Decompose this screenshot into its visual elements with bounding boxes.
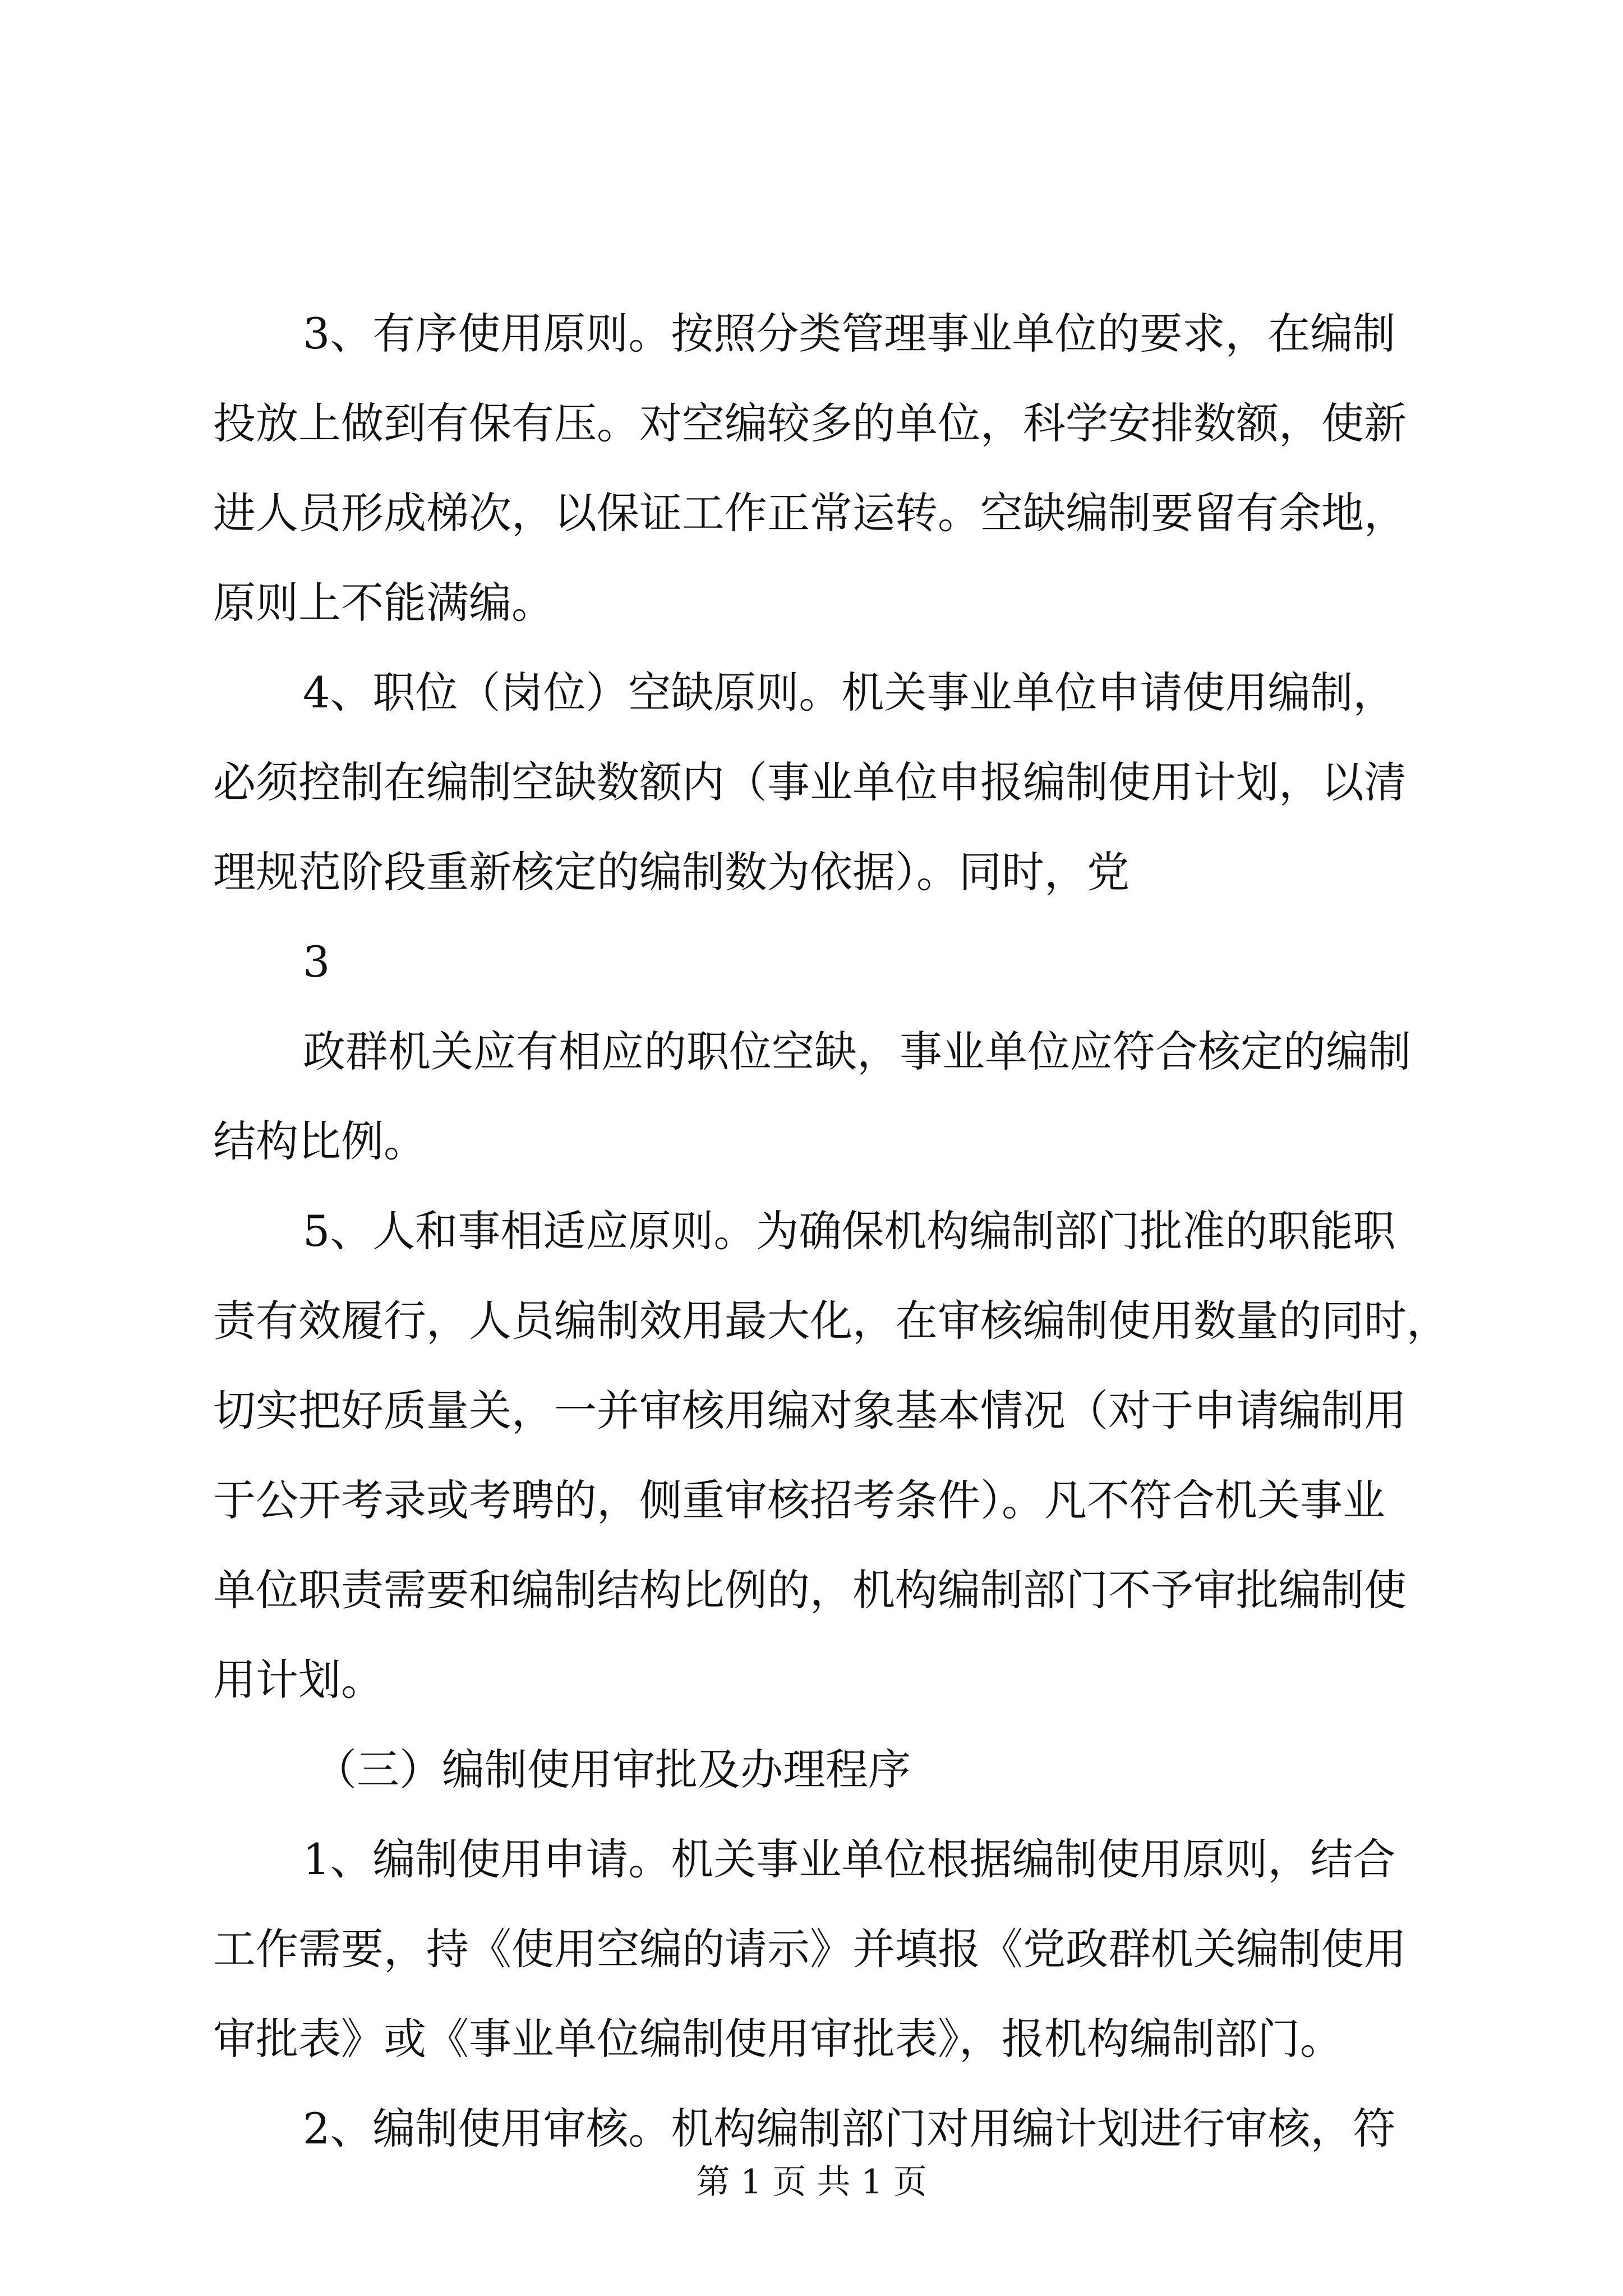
step-1-line-2: 工作需要，持《使用空编的请示》并填报《党政群机关编制使用 [213,1924,1407,1974]
paragraph-5-line-1: 5、人和事相适应原则。为确保机构编制部门批准的职能职 [303,1206,1396,1256]
paragraph-5-line-6: 用计划。 [213,1655,384,1705]
paragraph-3-line-2: 投放上做到有保有压。对空编较多的单位，科学安排数额，使新 [213,398,1407,448]
step-2-line-1: 2、编制使用审核。机构编制部门对用编计划进行审核，符 [303,2104,1396,2154]
inline-page-number: 3 [303,937,330,987]
paragraph-3-line-4: 原则上不能满编。 [213,578,554,628]
paragraph-4-line-3: 理规范阶段重新核定的编制数为依据）。同时，党 [213,847,1129,897]
paragraph-4-line-4: 政群机关应有相应的职位空缺，事业单位应符合核定的编制 [303,1027,1411,1076]
paragraph-5-line-2: 责有效履行，人员编制效用最大化，在审核编制使用数量的同时， [213,1296,1449,1346]
page-footer: 第 1 页 共 1 页 [696,2162,927,2202]
paragraph-5-line-4: 于公开考录或考聘的，侧重审核招考条件）。凡不符合机关事业 [213,1475,1385,1525]
paragraph-4-line-1: 4、职位（岗位）空缺原则。机关事业单位申请使用编制， [303,668,1396,717]
section-heading: （三）编制使用审批及办理程序 [314,1745,911,1795]
paragraph-4-line-2: 必须控制在编制空缺数额内（事业单位申报编制使用计划，以清 [213,757,1407,807]
paragraph-5-line-5: 单位职责需要和编制结构比例的，机构编制部门不予审批编制使 [213,1565,1407,1615]
step-1-line-3: 审批表》或《事业单位编制使用审批表》，报机构编制部门。 [213,2014,1343,2064]
paragraph-4-line-5: 结构比例。 [213,1116,426,1166]
step-1-line-1: 1、编制使用申请。机关事业单位根据编制使用原则，结合 [303,1834,1396,1884]
paragraph-3-line-1: 3、有序使用原则。按照分类管理事业单位的要求，在编制 [303,309,1396,358]
paragraph-3-line-3: 进人员形成梯次，以保证工作正常运转。空缺编制要留有余地， [213,488,1407,538]
paragraph-5-line-3: 切实把好质量关，一并审核用编对象基本情况（对于申请编制用 [213,1386,1407,1435]
